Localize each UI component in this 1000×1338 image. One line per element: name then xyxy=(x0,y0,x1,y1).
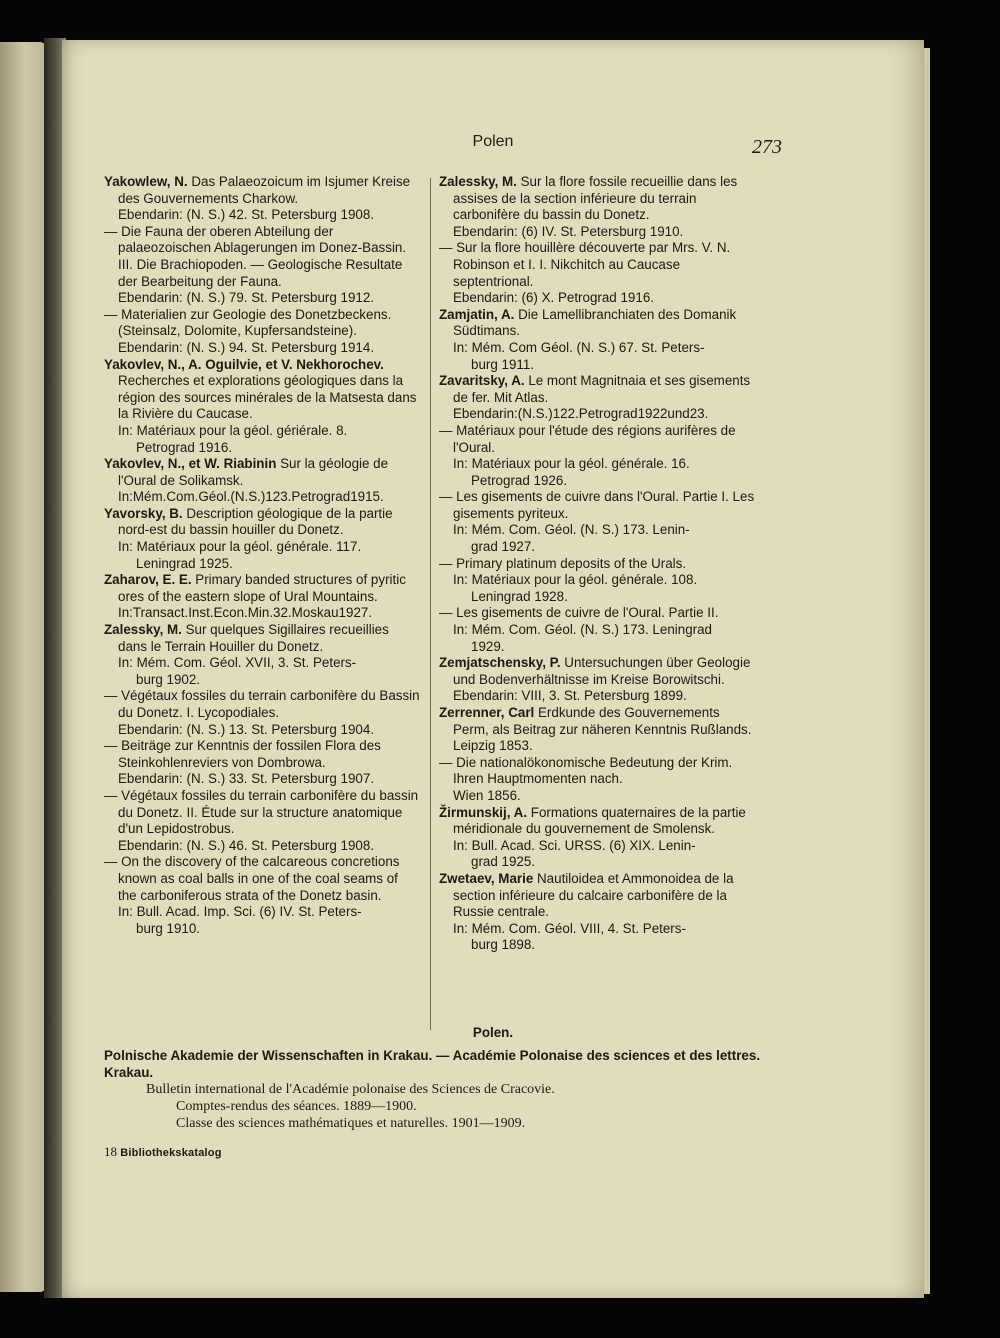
source-citation xyxy=(439,622,755,655)
related-work: — Les gisements de cuivre dans l'Oural. Partie I. Les gisements pyriteux. xyxy=(439,489,755,521)
source-citation xyxy=(104,904,420,937)
bibliography-entry xyxy=(104,738,420,788)
author-name: Zamjatin, A. xyxy=(439,306,515,322)
work-title: Untersuchungen über Geologie und Bodenverhältnisse im Kreise Borowitschi. xyxy=(453,655,751,687)
bibliography-entry xyxy=(104,622,420,688)
author-name: Yakovlev, N., et W. Riabinin xyxy=(104,456,277,472)
source-line: Ebendarin: (6) X. Petrograd 1916. xyxy=(453,290,654,306)
bibliography-entry xyxy=(439,174,755,240)
source-line: In: Bull. Acad. Imp. Sci. (6) IV. St. Peters- xyxy=(118,904,362,920)
source-line: In: Mém. Com. Géol. (N. S.) 173. Leningrad xyxy=(453,622,712,638)
bibliography-entry xyxy=(439,655,755,705)
source-line: In: Mém. Com. Géol. VIII, 4. St. Peters- xyxy=(453,920,686,936)
work-title: Formations quaternaires de la partie méridionale du gouvernement de Smolensk. xyxy=(453,804,746,837)
source-citation xyxy=(439,340,755,373)
source-line: Ebendarin: (N. S.) 79. St. Petersburg 1912. xyxy=(118,290,375,306)
bibliography-entry xyxy=(104,788,420,854)
source-line: Ebendarin: (N. S.) 94. St. Petersburg 1914. xyxy=(118,339,375,355)
page-number: 273 xyxy=(752,136,782,158)
author-name: Zwetaev, Marie xyxy=(439,870,534,886)
source-line: In: Matériaux pour la géol. gériérale. 8. xyxy=(118,422,348,438)
related-work: — Sur la flore houillère découverte par Mrs. V. N. Robinson et I. I. Nikchitch au Caucase septentrional. xyxy=(439,240,731,289)
source-citation xyxy=(439,688,755,705)
source-line: Ebendarin: VIII, 3. St. Petersburg 1899. xyxy=(453,688,687,704)
related-work: — Matériaux pour l'étude des régions aurifères de l'Oural. xyxy=(439,422,736,455)
source-line-continued: burg 1902. xyxy=(136,671,201,687)
work-title: Sur la géologie de l'Oural de Solikamsk. xyxy=(118,456,389,488)
author-name: Zaharov, E. E. xyxy=(104,572,192,588)
author-name: Yakowlew, N. xyxy=(104,174,188,189)
source-line: In: Matériaux pour la géol. générale. 16. xyxy=(453,456,690,472)
source-line: Wien 1856. xyxy=(453,787,521,803)
related-work: — Beiträge zur Kenntnis der fossilen Flora des Steinkohlenreviers von Dombrowa. xyxy=(104,738,381,770)
book-page xyxy=(62,40,924,1298)
column-divider xyxy=(430,178,431,1030)
source-citation xyxy=(439,788,755,805)
work-title: Description géologique de la partie nord-est du bassin houiller du Donetz. xyxy=(118,505,393,538)
polen-section xyxy=(104,1047,764,1132)
source-line: Ebendarin: (N. S.) 13. St. Petersburg 1904. xyxy=(118,721,375,737)
sheet-number: 18 xyxy=(104,1144,117,1159)
related-work: — Primary platinum deposits of the Urals. xyxy=(439,555,687,571)
sheet-signature: Bibliothekskatalog xyxy=(120,1147,222,1159)
bibliography-entry xyxy=(439,556,755,606)
bibliography-entry xyxy=(439,605,755,655)
source-line-continued: burg 1911. xyxy=(471,356,535,372)
source-line: Ebendarin: (N. S.) 42. St. Petersburg 1908. xyxy=(118,207,375,223)
bibliography-entry xyxy=(439,307,755,373)
bibliography-entry xyxy=(104,506,420,572)
author-name: Zavaritsky, A. xyxy=(439,373,525,389)
source-line: In: Bull. Acad. Sci. URSS. (6) XIX. Lenin- xyxy=(453,837,696,853)
source-line-continued: grad 1925. xyxy=(471,854,536,870)
source-citation xyxy=(439,838,755,871)
work-title: Recherches et explorations géologiques dans la région des sources minérales de la Matsesta dans la Rivière du Caucase. xyxy=(118,373,417,422)
source-line: In: Matériaux pour la géol. générale. 108. xyxy=(453,572,698,588)
source-citation xyxy=(104,207,420,224)
source-citation xyxy=(439,224,755,241)
work-title: Primary banded structures of pyritic ores of the eastern slope of Ural Mountains. xyxy=(118,572,406,604)
bibliography-entry xyxy=(104,572,420,622)
left-column xyxy=(104,174,420,937)
publication-series-2: Classe des sciences mathématiques et naturelles. 1901—1909. xyxy=(176,1116,526,1131)
bibliography-entry xyxy=(104,224,420,307)
bibliography-entry xyxy=(104,174,420,224)
related-work: — Materialien zur Geologie des Donetzbeckens. (Steinsalz, Dolomite, Kupfersandsteine). xyxy=(104,306,392,339)
work-title: Das Palaeozoicum im Isjumer Kreise des Gouvernements Charkow. xyxy=(118,174,411,206)
source-citation xyxy=(104,838,420,855)
bibliography-entry xyxy=(104,688,420,738)
source-citation xyxy=(104,340,420,357)
source-line: In: Mém. Com. Géol. XVII, 3. St. Peters- xyxy=(118,655,357,671)
source-line: Ebendarin: (6) IV. St. Petersburg 1910. xyxy=(453,223,684,239)
bibliography-entry xyxy=(439,373,755,423)
work-title: Sur la flore fossile recueillie dans les assises de la section inférieure du terrain carbonifère du bassin du Donetz. xyxy=(453,174,738,223)
source-citation xyxy=(439,456,755,489)
source-citation xyxy=(104,655,420,688)
author-name: Yakovlev, N., A. Oguilvie, et V. Nekhorochev. xyxy=(104,356,384,372)
related-work: — Die Fauna der oberen Abteilung der palaeozoischen Ablagerungen im Donez-Bassin. III. Die Brachiopoden. — Geologische Resultate der Bearbeitung der Fauna. xyxy=(104,223,407,289)
work-title: Die Lamellibranchiaten des Domanik Südtimans. xyxy=(453,306,737,339)
publication-series-1: Comptes-rendus des séances. 1889—1900. xyxy=(176,1099,417,1114)
source-line: In:Transact.Inst.Econ.Min.32.Moskau1927. xyxy=(118,605,373,621)
author-name: Yavorsky, B. xyxy=(104,505,183,521)
source-citation xyxy=(104,290,420,307)
work-title: Erdkunde des Gouvernements Perm, als Beitrag zur näheren Kenntnis Rußlands. Leipzig 1853. xyxy=(453,705,752,754)
work-title: Le mont Magnitnaia et ses gisements de fer. Mit Atlas. xyxy=(453,373,751,405)
source-citation xyxy=(104,771,420,788)
work-title: Nautiloidea et Ammonoidea de la section inférieure du calcaire carbonifère de la Russie centrale. xyxy=(453,870,734,920)
bibliography-entry xyxy=(439,489,755,555)
bibliography-entry xyxy=(439,705,755,755)
related-work: — Die nationalökonomische Bedeutung der Krim. Ihren Hauptmomenten nach. xyxy=(439,754,733,787)
running-head: Polen xyxy=(472,133,514,150)
source-line: In:Mém.Com.Géol.(N.S.)123.Petrograd1915. xyxy=(118,489,384,505)
source-line: In: Mém. Com Géol. (N. S.) 67. St. Peters- xyxy=(453,339,705,355)
bibliography-entry xyxy=(439,240,755,306)
author-name: Zemjatschensky, P. xyxy=(439,655,561,671)
publication-title: Bulletin international de l'Académie polonaise des Sciences de Cracovie. xyxy=(146,1082,555,1097)
source-line-continued: Petrograd 1916. xyxy=(136,439,233,455)
source-citation xyxy=(439,522,755,555)
bibliography-entry xyxy=(439,871,755,954)
source-line-continued: grad 1927. xyxy=(471,539,536,555)
source-citation xyxy=(439,921,755,954)
bibliography-entry xyxy=(104,456,420,506)
author-name: Zerrenner, Carl xyxy=(439,705,535,720)
source-citation xyxy=(104,722,420,739)
source-line: Ebendarin:(N.S.)122.Petrograd1922und23. xyxy=(453,406,709,422)
source-line: In: Mém. Com. Géol. (N. S.) 173. Lenin- xyxy=(453,522,690,538)
bibliography-entry xyxy=(104,854,420,937)
institution-heading: Polnische Akademie der Wissenschaften in Krakau. — Académie Polonaise des sciences et des lettres. Krakau. xyxy=(104,1048,761,1080)
source-line: In: Matériaux pour la géol. générale. 117. xyxy=(118,539,362,555)
previous-page-edge xyxy=(0,42,46,1292)
source-line-continued: Petrograd 1926. xyxy=(471,472,568,488)
source-citation xyxy=(104,539,420,572)
source-citation xyxy=(104,489,420,506)
related-work: — Végétaux fossiles du terrain carbonifère du Bassin du Donetz. I. Lycopodiales. xyxy=(104,688,420,720)
bibliography-entry xyxy=(439,423,755,489)
related-work: — On the discovery of the calcareous concretions known as coal balls in one of the coal seams of the carboniferous strata of the Donetz basin. xyxy=(104,854,400,903)
author-name: Zalessky, M. xyxy=(439,174,517,189)
related-work: — Végétaux fossiles du terrain carbonifère du bassin du Donetz. II. Étude sur la structure anatomique d'un Lepidostrobus. xyxy=(104,787,419,837)
right-column xyxy=(439,174,755,954)
source-citation xyxy=(439,290,755,307)
source-line-continued: burg 1898. xyxy=(471,937,536,953)
author-name: Zalessky, M. xyxy=(104,622,182,638)
section-title: Polen. xyxy=(472,1025,514,1040)
bibliography-entry xyxy=(104,357,420,457)
source-line-continued: Leningrad 1925. xyxy=(136,555,233,571)
bibliography-entry xyxy=(439,805,755,871)
bibliography-entry xyxy=(104,307,420,357)
bibliography-entry xyxy=(439,755,755,805)
source-line: Ebendarin: (N. S.) 46. St. Petersburg 1908. xyxy=(118,837,375,853)
source-citation xyxy=(104,605,420,622)
source-citation xyxy=(439,406,755,423)
work-title: Sur quelques Sigillaires recueillies dans le Terrain Houiller du Donetz. xyxy=(118,622,389,654)
source-line-continued: Leningrad 1928. xyxy=(471,588,568,604)
source-citation xyxy=(104,423,420,456)
source-citation xyxy=(439,572,755,605)
page-footer xyxy=(104,1144,222,1160)
author-name: Žirmunskij, A. xyxy=(439,804,528,820)
source-line-continued: burg 1910. xyxy=(136,920,201,936)
source-line-continued: 1929. xyxy=(471,638,505,654)
source-line: Ebendarin: (N. S.) 33. St. Petersburg 1907. xyxy=(118,771,375,787)
related-work: — Les gisements de cuivre de l'Oural. Partie II. xyxy=(439,605,719,621)
